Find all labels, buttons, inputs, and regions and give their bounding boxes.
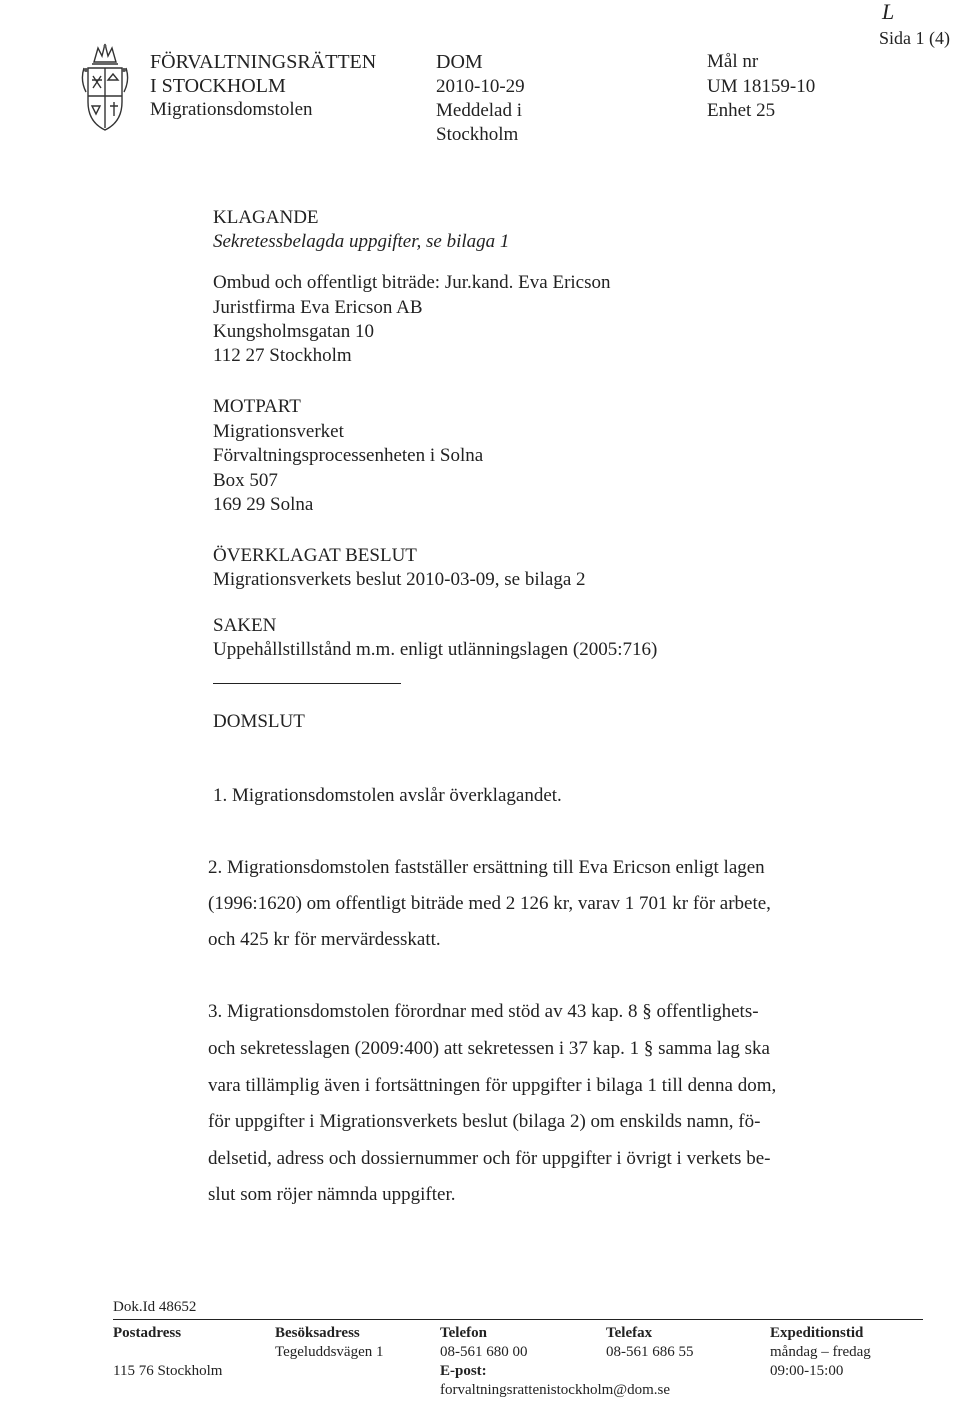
case-label: Mål nr xyxy=(707,51,759,72)
section-divider xyxy=(213,683,401,684)
ruling-item-3-line-4: för uppgifter i Migrationsverkets beslut (bilaga 2) om enskilds namn, fö- xyxy=(208,1111,761,1132)
telefon-value: 08-561 680 00 xyxy=(440,1344,528,1360)
delivered-label: Meddelad i xyxy=(436,100,523,121)
postadress-label: Postadress xyxy=(113,1325,182,1341)
ruling-item-2-line-1: 2. Migrationsdomstolen fastställer ersättning till Eva Ericson enligt lagen xyxy=(208,857,765,878)
ruling-item-2-line-2: (1996:1620) om offentligt biträde med 2 126 kr, varav 1 701 kr för arbete, xyxy=(208,893,771,914)
postadress-value: 115 76 Stockholm xyxy=(113,1363,223,1379)
besok-label: Besöksadress xyxy=(275,1325,360,1341)
motpart-box: Box 507 xyxy=(213,470,278,491)
unit-number: Enhet 25 xyxy=(707,100,776,121)
delivered-place: Stockholm xyxy=(436,124,519,145)
handwritten-mark: L xyxy=(882,0,895,24)
ruling-item-1: 1. Migrationsdomstolen avslår överklagandet. xyxy=(213,785,562,806)
counsel-city: 112 27 Stockholm xyxy=(213,345,352,366)
court-city: I STOCKHOLM xyxy=(150,75,286,97)
counsel-line: Ombud och offentligt biträde: Jur.kand. Eva Ericson xyxy=(213,272,611,293)
ruling-item-3-line-2: och sekretesslagen (2009:400) att sekretessen i 37 kap. 1 § samma lag ska xyxy=(208,1038,770,1059)
domslut-heading: DOMSLUT xyxy=(213,711,305,732)
expeditionstid-hours: 09:00-15:00 xyxy=(770,1363,844,1379)
document-type: DOM xyxy=(436,51,483,73)
counsel-street: Kungsholmsgatan 10 xyxy=(213,321,374,342)
telefax-label: Telefax xyxy=(606,1325,653,1341)
case-number: UM 18159-10 xyxy=(707,76,816,97)
epost-label: E-post: xyxy=(440,1363,487,1379)
counsel-firm: Juristfirma Eva Ericson AB xyxy=(213,297,423,318)
footer-rule xyxy=(113,1319,923,1320)
overklagat-text: Migrationsverkets beslut 2010-03-09, se bilaga 2 xyxy=(213,569,586,590)
ruling-item-3-line-1: 3. Migrationsdomstolen förordnar med stöd av 43 kap. 8 § offentlighets- xyxy=(208,1001,759,1022)
court-name: FÖRVALTNINGSRÄTTEN xyxy=(150,51,377,73)
motpart-heading: MOTPART xyxy=(213,396,301,417)
besok-value: Tegeluddsvägen 1 xyxy=(275,1344,384,1360)
motpart-city: 169 29 Solna xyxy=(213,494,314,515)
epost-link[interactable]: forvaltningsrattenistockholm@dom.se xyxy=(440,1382,671,1398)
overklagat-heading: ÖVERKLAGAT BESLUT xyxy=(213,545,417,566)
motpart-unit: Förvaltningsprocessenheten i Solna xyxy=(213,445,484,466)
telefon-label: Telefon xyxy=(440,1325,487,1341)
document-date: 2010-10-29 xyxy=(436,76,525,97)
saken-heading: SAKEN xyxy=(213,615,277,636)
motpart-name: Migrationsverket xyxy=(213,421,344,442)
saken-text: Uppehållstillstånd m.m. enligt utlänningslagen (2005:716) xyxy=(213,639,658,660)
ruling-item-3-line-6: slut som röjer nämnda uppgifter. xyxy=(208,1184,456,1205)
ruling-item-3-line-5: delsetid, adress och dossiernummer och för uppgifter i övrigt i verkets be- xyxy=(208,1148,771,1169)
expeditionstid-label: Expeditionstid xyxy=(770,1325,864,1341)
coat-of-arms-logo xyxy=(80,40,130,135)
page-number: Sida 1 (4) xyxy=(879,28,950,48)
ruling-item-3-line-3: vara tillämplig även i fortsättningen för uppgifter i bilaga 1 till denna dom, xyxy=(208,1075,777,1096)
court-division: Migrationsdomstolen xyxy=(150,99,313,120)
telefax-value: 08-561 686 55 xyxy=(606,1344,694,1360)
klagande-heading: KLAGANDE xyxy=(213,207,319,228)
expeditionstid-days: måndag – fredag xyxy=(770,1344,871,1360)
ruling-item-2-line-3: och 425 kr för mervärdesskatt. xyxy=(208,929,441,950)
klagande-note: Sekretessbelagda uppgifter, se bilaga 1 xyxy=(213,231,510,252)
document-id: Dok.Id 48652 xyxy=(113,1299,197,1315)
